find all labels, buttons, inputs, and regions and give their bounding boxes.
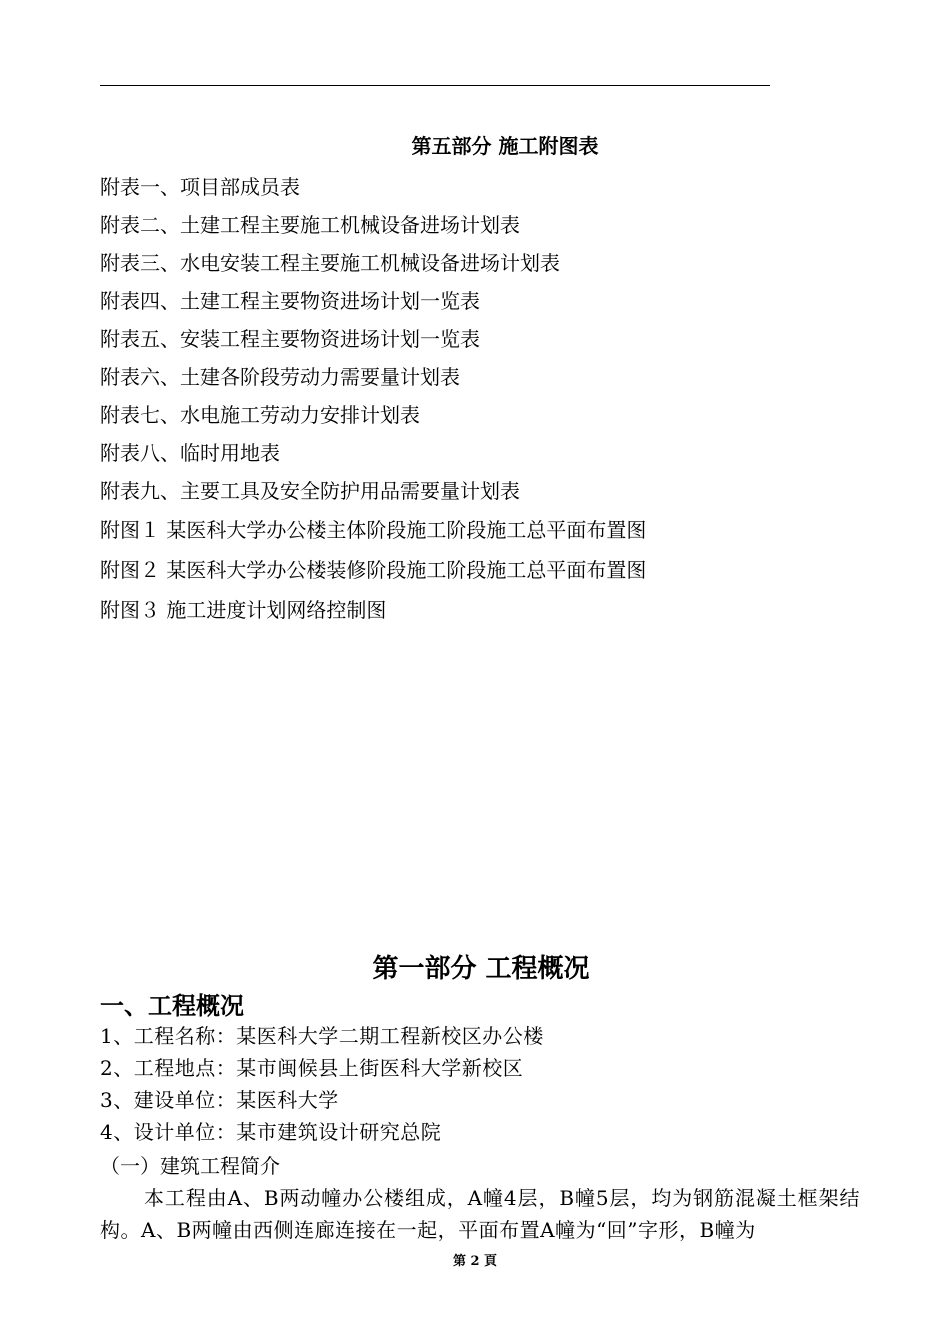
body-paragraph: 本工程由A、B两动幢办公楼组成，A幢4层，B幢5层，均为钢筋混凝土框架结构。A、B两幢由西侧连廊连接在一起，平面布置A幢为“回”字形，B幢为 — [100, 1186, 860, 1242]
subsection-heading: （一）建筑工程简介 — [100, 1154, 280, 1178]
header-rule — [100, 85, 770, 86]
appendix-item: 附表八、临时用地表 — [100, 441, 280, 465]
project-info-item: 4、设计单位：某市建筑设计研究总院 — [100, 1120, 442, 1144]
project-info-item: 2、工程地点：某市闽候县上街医科大学新校区 — [100, 1056, 524, 1080]
appendix-item: 附表六、土建各阶段劳动力需要量计划表 — [100, 365, 460, 389]
part1-subtitle: 一、工程概况 — [100, 991, 244, 1020]
appendix-figure-item: 附图２ 某医科大学办公楼装修阶段施工阶段施工总平面布置图 — [100, 558, 647, 582]
project-info-list — [100, 1020, 544, 1148]
page-number: 第 2 頁 — [452, 1254, 498, 1269]
project-info-item: 1、工程名称：某医科大学二期工程新校区办公楼 — [100, 1024, 544, 1048]
appendix-item: 附表一、项目部成员表 — [100, 175, 300, 199]
appendix-figure-item: 附图３ 施工进度计划网络控制图 — [100, 598, 387, 622]
part1-title: 第一部分 工程概况 — [372, 954, 590, 984]
part5-title: 第五部分 施工附图表 — [411, 134, 599, 158]
appendix-item: 附表二、土建工程主要施工机械设备进场计划表 — [100, 213, 520, 237]
appendix-item: 附表九、主要工具及安全防护用品需要量计划表 — [100, 479, 520, 503]
appendix-item: 附表四、土建工程主要物资进场计划一览表 — [100, 289, 480, 313]
appendix-item: 附表五、安装工程主要物资进场计划一览表 — [100, 327, 480, 351]
appendix-item: 附表七、水电施工劳动力安排计划表 — [100, 403, 420, 427]
project-info-item: 3、建设单位：某医科大学 — [100, 1088, 339, 1112]
appendix-item: 附表三、水电安装工程主要施工机械设备进场计划表 — [100, 251, 560, 275]
appendix-figure-item: 附图１ 某医科大学办公楼主体阶段施工阶段施工总平面布置图 — [100, 518, 647, 542]
appendix-list — [100, 168, 646, 630]
